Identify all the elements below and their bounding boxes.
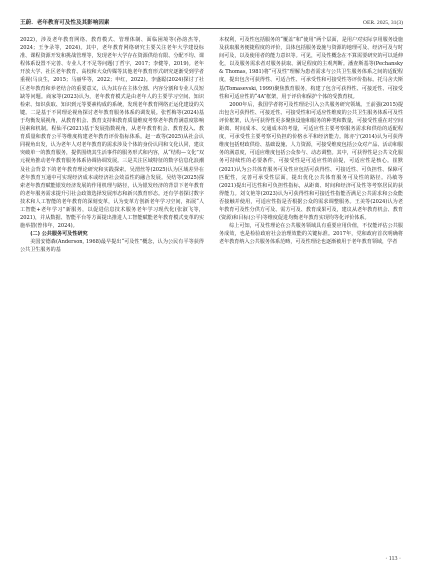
right-paragraph: 2000年后，我国学者将可及性理论引入公共服务研究领域。王前强(2015)提出包含可获得性、可接近性、可接受性和可适应性维度的公共卫生服务体系可及性评价框架，认为可获得性更多聚焦设施和服务的种类和数量，可接受性重在对空间距离、时间成本、交通成本的考量，可适应性主要考察服务需求和供给的适配程度，可承受性主要考察可负担的价格水平和经济能力。陈亦宁(2014)认为可获得维度包括财政供给、基础设施、人力资源，可接受维度包括公众对产品、活动和服务的满意度，可适应维度包括公众参与、动态调整。其中，可获得性是公共文化服务可持续性的必要条件，可接受性是可适应性的前提，可适应性是核心。崔默(2021)认为公共体育服务可及性应包括可获得性、可接近性、可负担性、保障可匹配性，完善可承受性层面，提出优化公共体育服务可及性的路径。冯敏等(2021)提出可达性和可负担性指标，从距离、时间和经济可及性等考察居民的获得能力。刘文艳等(2023)认为可获得性和可接近性指能否满足公共需求和公众能否接触并使用，可适应性指是否根据公众的需求调整服务。王美等(2024)认为老年教育可及性分供方可及、需方可及、教育成果可及，建议从老年教育机会、教育(资源)和目标(公平)等维度促进均衡老年教育实现均等化评价体系。 bbox=[219, 101, 403, 222]
article-body bbox=[20, 36, 403, 546]
header-title: 王蔚．老年教育可及性及其影响因素 bbox=[20, 20, 110, 26]
right-paragraph: 本权利，可及性包括服务的“覆盖”和“使用”两个层面，是用户对实际享用服务设施及获取服务便捷程度的评价，具体包括服务设施与资源的地理可及、经济可及与时间可及，以及使用者的能力意识等。可见，可及性概念在不算需要研究的可以延伸化，以及服务需求者对服务获取、满足程度的主观判断。潘查斯基等(Pechansky & Thomas, 1981)将“可及性”理解为患者需求与公共卫生服务体系之间的适配程度，提出包含可获得性、可适合性、可承受性和可接受性等评价指标。托马舍夫斯基(Tomasevski, 1999)聚焦教育服务，构建了包含可获得性、可接近性、可接受性和可适应性的“4A”框架，用于评价和保护个体的受教育权。 bbox=[219, 37, 403, 100]
section-heading: (二) 公共服务可及性研究 bbox=[30, 231, 88, 238]
left-column bbox=[20, 36, 204, 546]
journal-citation: OER. 2025, 31(3) bbox=[362, 20, 403, 26]
page-number: · 113 · bbox=[385, 556, 401, 562]
running-header bbox=[20, 12, 403, 26]
right-paragraph: 综上可知，可及性理论在公共服务领域具有重要应用价值，不仅能评估公共服务成效，也是检验政府社会治理效能的关键标准。2017年，党和政府首次明确将老年教育纳入公共服务体系范畴，可及性理论也逐渐被用于老年教育领域，学者 bbox=[219, 223, 403, 246]
left-paragraph: 2022)，涉及老年教育网络、教育模式、管理体制、面临困境等(孙韵杰等，2024；王争录等，2024)。其中，老年教育网络研究主要关注老年大学建设标准、课程资源开发和挑战管理等，发现老年大学存在资源供给有限、分配不均、课程体系设置不完善、专业人才不足等问题(丁哲宇，2017；李健等，2019)。老年开放大学、社区老年教育、高校和大众传媒等其他老年教育形式研究逐渐受到学者重视(马良生，2015；马丽华等，2022；申红，2022)。李盛聪(2024)探讨了社区老年教育和养老结合的重要意义，认为其存在主体分割、内容分割和专业人员短缺等问题。商家等(2023)认为，老年教育模式是由老年人的主要学习空间、知识检索、知识获取、知识到元等要素构成的系统，发现老年教育网络正运化建设的关键。二是基于不同理论视角探讨老年教育服务体系的调发展。张哲梅等(2024)基于均衡发展视角，从教育机会、教育支持和教育质量维度考察老年教育满意度影响因素和机制。程仙平(2021)基于发展指数视角，从老年教育机会、教育投入、教育质量和教育公平等维度构建老年教育评价指标体系。赵一政等(2025)从社会认同视角出发，认为老年人对老年教育的需求涉及个体的身份认同和文化认同，建议突破单一的教育服务，提供围绕其生活事件的服务形式和内容，从“结构—文化”双元视角推动老年教育服务体系协调协调发展。三是关注区域特征的数字信息化浪潮及社会背景下的老年教育理论研究和实践探索。吴渭丝等(2025)认为区域差异在老年教育互通中可实现经济成本或经济社会效益性的融合发展。吴结等(2025)探索老年教育赋能银发经济发展的作用机理与路径，认为银发经济的背景下老年教育的老年服务需求提升引社会政策选择发展形态和新兴教育形态。还有学者探讨数字技术和人工智能的老年教育的深刻变革，认为变革方创新老年学习空间，拓展“人工智能+老年学习”新服务，以促进信息技术服务老年学习现代化(张淑飞等，2021)，并从数据、智能平台等方面提出推进人工智能赋能老年教育模式变革的实施举措(曾伟年，2024)。 bbox=[20, 37, 204, 230]
left-paragraph: 美国安德森(Anderson, 1968)最早提出“可及性”概念，认为公民有平等获得公共卫生服务的基 bbox=[20, 239, 204, 254]
header-divider bbox=[20, 28, 403, 29]
right-column bbox=[219, 36, 403, 546]
